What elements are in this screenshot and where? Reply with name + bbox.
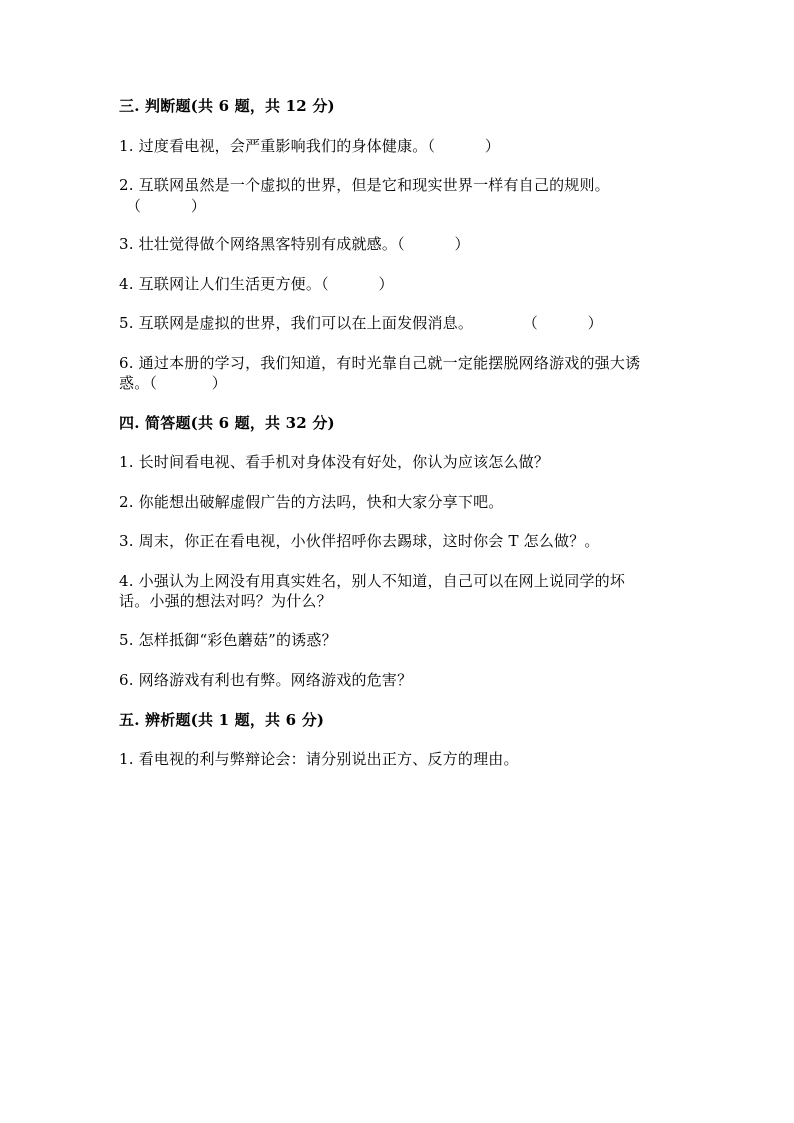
short-answer-question-5: 5. 怎样抵御“彩色蘑菇”的诱惑？ [119,631,337,649]
judgement-question-1: 1. 过度看电视，会严重影响我们的身体健康。（ ） [119,137,501,155]
short-answer-question-6: 6. 网络游戏有利也有弊。网络游戏的危害？ [119,671,413,689]
analysis-question-1: 1. 看电视的利与弊辩论会：请分别说出正方、反方的理由。 [119,750,519,768]
judgement-question-4: 4. 互联网让人们生活更方便。（ ） [119,275,394,293]
judgement-question-5: 5. 互联网是虚拟的世界，我们可以在上面发假消息。 （ ） [119,314,603,332]
judgement-question-6-line-1: 6. 通过本册的学习，我们知道，有时光靠自己就一定能摆脱网络游戏的强大诱 [119,354,641,372]
short-answer-question-3: 3. 周末，你正在看电视，小伙伴招呼你去踢球，这时你会 T 怎么做？。 [119,532,600,550]
short-answer-question-4-line-1: 4. 小强认为上网没有用真实姓名，别人不知道，自己可以在网上说同学的坏 [119,572,626,590]
judgement-question-2-line-2: （ ） [126,197,207,215]
section-heading-judgement: 三. 判断题(共 6 题，共 12 分) [119,97,335,115]
short-answer-question-4-line-2: 话。小强的想法对吗？为什么？ [119,592,332,610]
section-heading-short-answer: 四. 简答题(共 6 题，共 32 分) [119,414,335,432]
section-heading-analysis: 五. 辨析题(共 1 题，共 6 分) [119,711,325,729]
judgement-question-2-line-1: 2. 互联网虽然是一个虚拟的世界，但是它和现实世界一样有自己的规则。 [119,176,610,194]
judgement-question-3: 3. 壮壮觉得做个网络黑客特别有成就感。（ ） [119,235,470,253]
short-answer-question-1: 1. 长时间看电视、看手机对身体没有好处，你认为应该怎么做？ [119,453,550,471]
short-answer-question-2: 2. 你能想出破解虚假广告的方法吗，快和大家分享下吧。 [119,493,504,511]
judgement-question-6-line-2: 惑。（ ） [119,374,227,392]
